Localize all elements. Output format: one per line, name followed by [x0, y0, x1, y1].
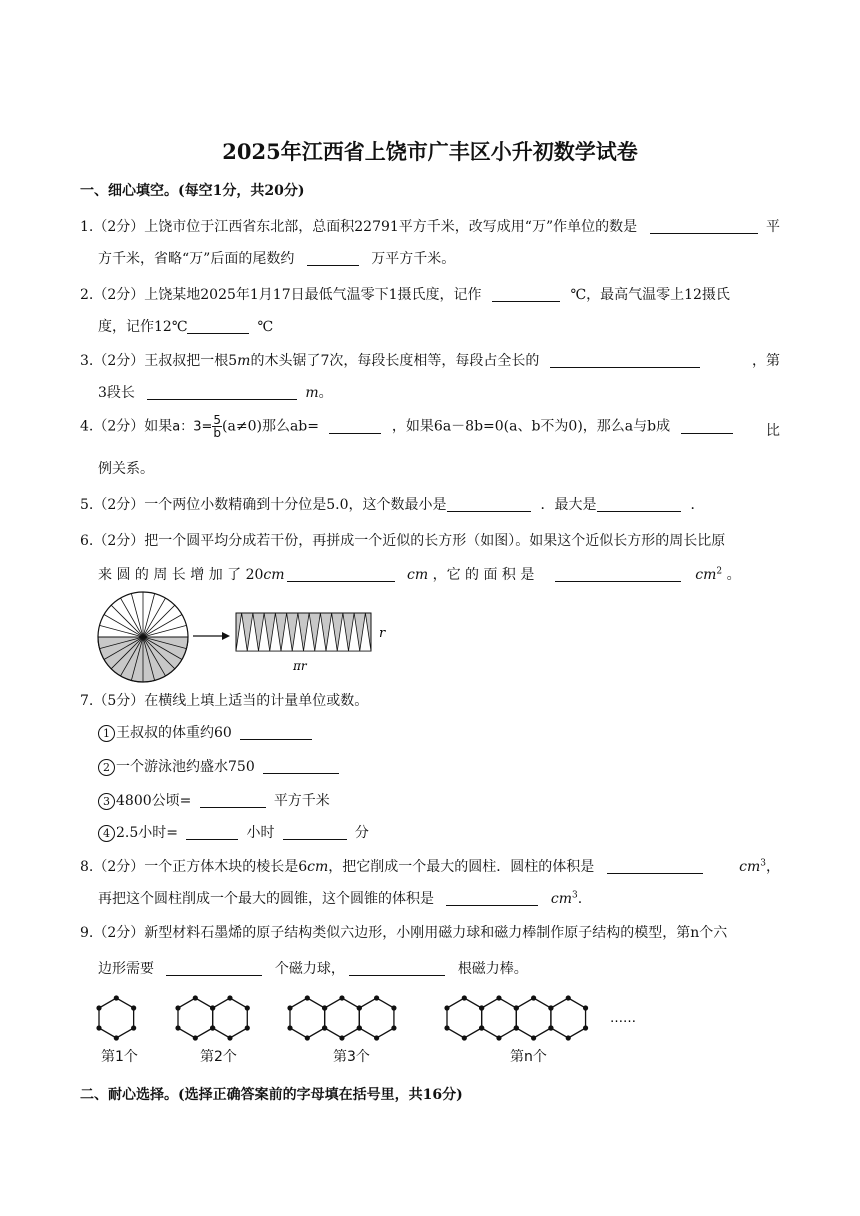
q7-item-3: 3 4800公顷= 平方千米	[98, 790, 330, 810]
caption-hex-2: 第2个	[200, 1049, 237, 1065]
hexagon	[325, 998, 360, 1038]
circled-number: 1	[98, 725, 115, 742]
q7-item-4: 4 2.5小时= 小时 分	[98, 822, 369, 842]
q4-fraction: $\frac{5}{b}$	[213, 413, 222, 440]
caption-hex-n: 第n个	[510, 1049, 547, 1065]
magnet-ball	[583, 1025, 588, 1030]
hexagon	[290, 998, 325, 1038]
q4-line2: 例关系。	[98, 461, 154, 477]
magnet-ball	[114, 995, 119, 1000]
q8-line1: 8.（2分）一个正方体木块的棱长是6cm，把它削成一个最大的圆柱．圆柱的体积是	[80, 856, 711, 876]
sectored-circle	[98, 592, 188, 682]
magnet-ball	[514, 1005, 519, 1010]
magnet-ball	[227, 1035, 232, 1040]
hexagon-chain-figure	[90, 990, 650, 1046]
circle-to-rectangle-figure	[96, 590, 396, 686]
hexagon	[447, 998, 482, 1038]
magnet-ball	[462, 995, 467, 1000]
sector-line	[131, 594, 143, 637]
magnet-ball	[339, 1035, 344, 1040]
magnet-ball	[357, 1005, 362, 1010]
magnet-ball	[357, 1025, 362, 1030]
magnet-ball	[305, 1035, 310, 1040]
hexagon	[551, 998, 586, 1038]
q4-blank-2[interactable]	[681, 419, 733, 434]
magnet-ball	[322, 1005, 327, 1010]
q7-blank-1[interactable]	[240, 725, 312, 740]
q4-line1-end: 比	[766, 423, 780, 439]
magnet-ball	[496, 1035, 501, 1040]
sector-line	[100, 625, 143, 637]
q6-blank-2[interactable]	[555, 567, 681, 582]
magnet-ball	[548, 1025, 553, 1030]
caption-hex-3: 第3个	[333, 1049, 370, 1065]
magnet-ball	[583, 1005, 588, 1010]
magnet-ball	[287, 1005, 292, 1010]
section-1-heading: 一、细心填空。(每空1分，共20分)	[80, 183, 305, 199]
q8-line2: 再把这个圆柱削成一个最大的圆锥，这个圆锥的体积是 $cm^3$.	[98, 890, 583, 907]
q3-line1-end: ，第	[752, 353, 780, 369]
magnet-ball	[245, 1025, 250, 1030]
q5-blank-2[interactable]	[597, 497, 681, 512]
magnet-ball	[496, 995, 501, 1000]
magnet-ball	[193, 1035, 198, 1040]
magnet-ball	[175, 1025, 180, 1030]
magnet-ball	[391, 1005, 396, 1010]
q9-line2: 边形需要 个磁力球， 根磁力棒。	[98, 961, 528, 977]
half-circumference-label: πr	[293, 659, 307, 673]
circled-number: 4	[98, 825, 115, 842]
magnet-ball	[175, 1005, 180, 1010]
hexagon	[213, 998, 248, 1038]
magnet-ball	[479, 1025, 484, 1030]
magnet-ball	[322, 1025, 327, 1030]
magnet-ball	[96, 1025, 101, 1030]
q6-line1: 6.（2分）把一个圆平均分成若干份，再拼成一个近似的长方形（如图）。如果这个近似长方形的周长比原	[80, 533, 726, 549]
q3-blank-2[interactable]	[147, 385, 297, 400]
caption-hex-1: 第1个	[101, 1049, 138, 1065]
magnet-ball	[514, 1025, 519, 1030]
circled-number: 2	[98, 759, 115, 776]
q8-blank-2[interactable]	[446, 891, 538, 906]
sector-line	[143, 625, 186, 637]
magnet-ball	[374, 1035, 379, 1040]
q1-line2: 方千米，省略“万”后面的尾数约 万平方千米。	[98, 251, 456, 267]
q7-blank-3[interactable]	[200, 793, 266, 808]
magnet-ball	[444, 1025, 449, 1030]
magnet-ball	[444, 1005, 449, 1010]
q7-blank-4[interactable]	[186, 825, 238, 840]
magnet-ball	[531, 995, 536, 1000]
q7-item-1: 1 王叔叔的体重约60	[98, 722, 312, 742]
page-title: 2025年江西省上饶市广丰区小升初数学试卷	[222, 139, 638, 164]
q8-blank-1[interactable]	[607, 859, 703, 874]
q9-blank-1[interactable]	[166, 961, 262, 976]
q4-ratio-label: a：3=	[172, 419, 213, 435]
q7-blank-5[interactable]	[283, 825, 347, 840]
q9-blank-2[interactable]	[349, 961, 445, 976]
hexagon	[359, 998, 394, 1038]
radius-label: r	[379, 626, 386, 641]
q5-blank-1[interactable]	[447, 497, 531, 512]
magnet-ball	[227, 995, 232, 1000]
q3-blank-1[interactable]	[550, 353, 700, 368]
q3-line1: 3.（2分）王叔叔把一根5m的木头锯了7次，每段长度相等，每段占全长的	[80, 350, 700, 370]
magnet-ball	[96, 1005, 101, 1010]
ellipsis: ……	[610, 1011, 636, 1026]
magnet-ball	[566, 995, 571, 1000]
magnet-ball	[462, 1035, 467, 1040]
magnet-ball	[131, 1005, 136, 1010]
q4-blank-1[interactable]	[329, 419, 381, 434]
magnet-ball	[548, 1005, 553, 1010]
magnet-ball	[193, 995, 198, 1000]
q6-line2: 来 圆 的 周 长 增 加 了 20cm cm ，它 的 面 积 是 $cm^2$ 。	[98, 566, 741, 583]
q1-blank-1[interactable]	[650, 219, 758, 234]
q7-item-2: 2 一个游泳池约盛水750	[98, 756, 339, 776]
hexagon	[99, 998, 134, 1038]
q3-line2: 3段长 m。	[98, 385, 333, 401]
q2-line2: 度，记作12℃ ℃	[98, 319, 274, 335]
hexagon	[482, 998, 517, 1038]
magnet-ball	[287, 1025, 292, 1030]
arrow-icon	[193, 632, 230, 640]
section-2-heading: 二、耐心选择。(选择正确答案前的字母填在括号里，共16分)	[80, 1087, 463, 1103]
magnet-ball	[374, 995, 379, 1000]
magnet-ball	[479, 1005, 484, 1010]
q9-line1: 9.（2分）新型材料石墨烯的原子结构类似六边形，小刚用磁力球和磁力棒制作原子结构的模型，第n个六	[80, 925, 728, 941]
magnet-ball	[131, 1025, 136, 1030]
magnet-ball	[531, 1035, 536, 1040]
approx-rectangle	[236, 613, 371, 651]
q2-line1: 2.（2分）上饶某地2025年1月17日最低气温零下1摄氏度，记作 ℃，最高气温零上12摄氏	[80, 287, 730, 303]
magnet-ball	[566, 1035, 571, 1040]
magnet-ball	[305, 995, 310, 1000]
q7-line1: 7.（5分）在横线上填上适当的计量单位或数。	[80, 693, 369, 709]
magnet-ball	[391, 1025, 396, 1030]
magnet-ball	[210, 1005, 215, 1010]
q1-blank-2[interactable]	[307, 251, 359, 266]
q6-blank-1[interactable]	[287, 567, 395, 582]
q5-line: 5.（2分）一个两位小数精确到十分位是5.0，这个数最小是 ．最大是 ．	[80, 497, 705, 513]
magnet-ball	[245, 1005, 250, 1010]
q2-blank-2[interactable]	[187, 319, 249, 334]
hexagon	[178, 998, 213, 1038]
magnet-ball	[339, 995, 344, 1000]
sector-line	[143, 594, 155, 637]
q8-line1-end: $cm^3$，	[739, 858, 780, 875]
circled-number: 3	[98, 793, 115, 810]
q2-blank-1[interactable]	[492, 287, 560, 302]
hexagon	[516, 998, 551, 1038]
q7-blank-2[interactable]	[263, 759, 339, 774]
q1-line1: 1.（2分）上饶市位于江西省东北部，总面积22791平方千米，改写成用“万”作单位的数是	[80, 216, 758, 236]
q4-line1: 4.（2分）如果a：3= $\frac{5}{b}$ (a≠0)那么ab= ，如果6a－8b=0(a、b不为0)，那么a与b成	[80, 414, 733, 439]
magnet-ball	[210, 1025, 215, 1030]
magnet-ball	[114, 1035, 119, 1040]
q1-line1-end: 平	[766, 219, 780, 235]
